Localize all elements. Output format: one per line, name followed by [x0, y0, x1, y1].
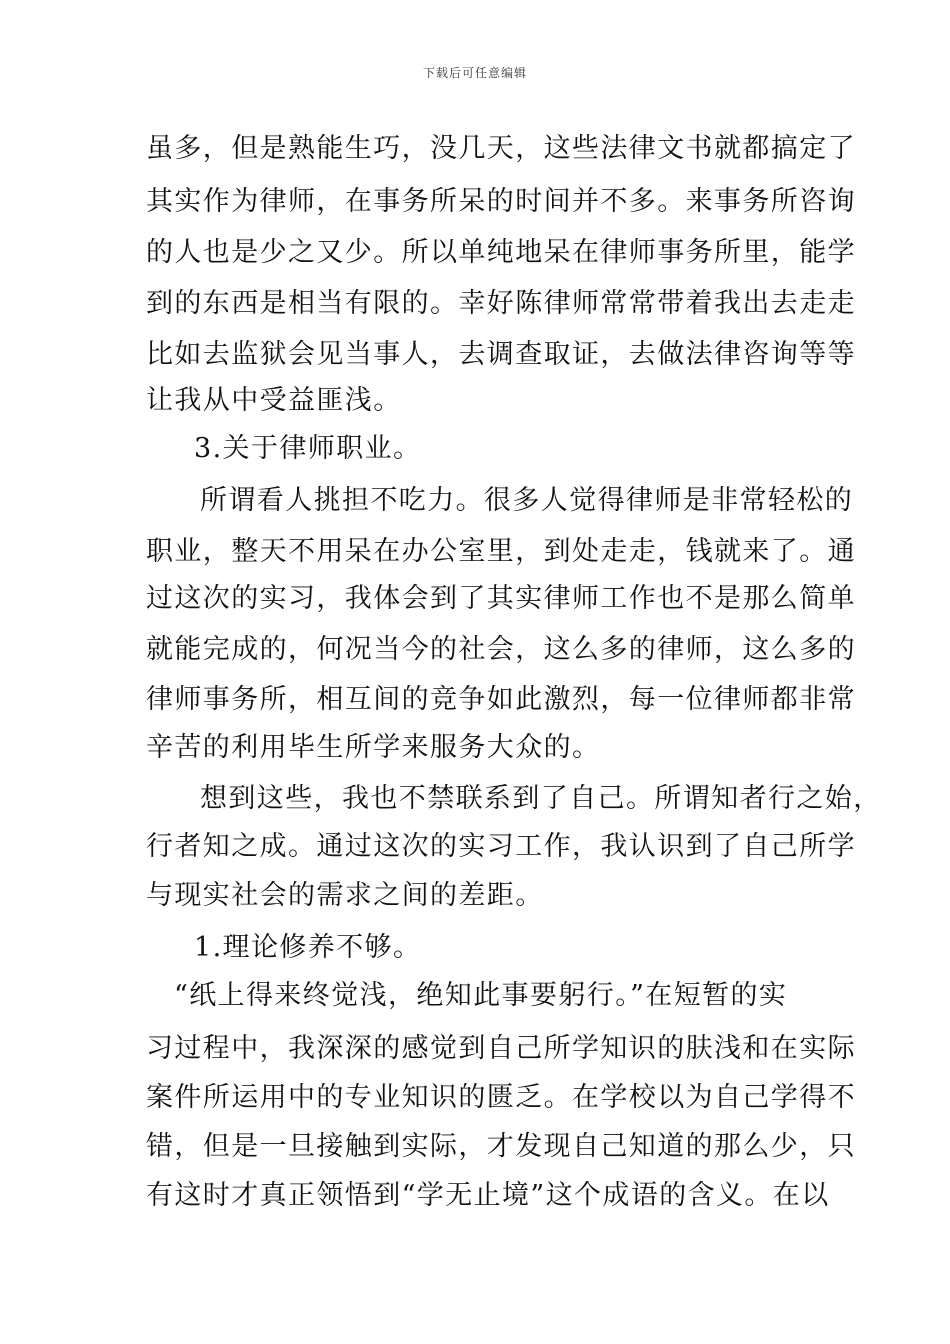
paragraph-first-line: 想到这些，我也不禁联系到了自己。所谓知者行之始，	[200, 783, 882, 814]
text-line: 其实作为律师，在事务所呆的时间并不多。来事务所咨询	[146, 186, 856, 217]
paragraph-first-line: “纸上得来终觉浅，绝知此事要躬行。”在短暂的实	[174, 980, 788, 1011]
text-line: 律师事务所，相互间的竞争如此激烈，每一位律师都非常	[146, 684, 856, 715]
text-line: 习过程中，我深深的感觉到自己所学知识的肤浅和在实际	[146, 1033, 856, 1064]
text-line: 错，但是一旦接触到实际，才发现自己知道的那么少，只	[146, 1131, 856, 1162]
text-line: 的人也是少之又少。所以单纯地呆在律师事务所里，能学	[146, 237, 856, 268]
text-line: 辛苦的利用毕生所学来服务大众的。	[146, 732, 601, 763]
page-header: 下载后可任意编辑	[422, 66, 527, 80]
text-line: 有这时才真正领悟到“学无止境”这个成语的含义。在以	[146, 1180, 830, 1211]
section-heading: 3.关于律师职业。	[194, 433, 422, 464]
text-line: 过这次的实习，我体会到了其实律师工作也不是那么简单	[146, 583, 856, 614]
text-line: 行者知之成。通过这次的实习工作，我认识到了自己所学	[146, 831, 856, 862]
text-line: 让我从中受益匪浅。	[146, 385, 402, 416]
text-line: 职业，整天不用呆在办公室里，到处走走，钱就来了。通	[146, 536, 856, 567]
text-line: 虽多，但是熟能生巧，没几天，这些法律文书就都搞定了	[146, 133, 856, 164]
section-heading: 1.理论修养不够。	[194, 932, 422, 963]
text-line: 比如去监狱会见当事人，去调查取证，去做法律咨询等等	[146, 339, 856, 370]
text-line: 与现实社会的需求之间的差距。	[146, 880, 544, 911]
text-line: 案件所运用中的专业知识的匮乏。在学校以为自己学得不	[146, 1082, 856, 1113]
text-line: 就能完成的，何况当今的社会，这么多的律师，这么多的	[146, 634, 856, 665]
paragraph-first-line: 所谓看人挑担不吃力。很多人觉得律师是非常轻松的	[200, 485, 854, 516]
text-line: 到的东西是相当有限的。幸好陈律师常常带着我出去走走	[146, 288, 856, 319]
